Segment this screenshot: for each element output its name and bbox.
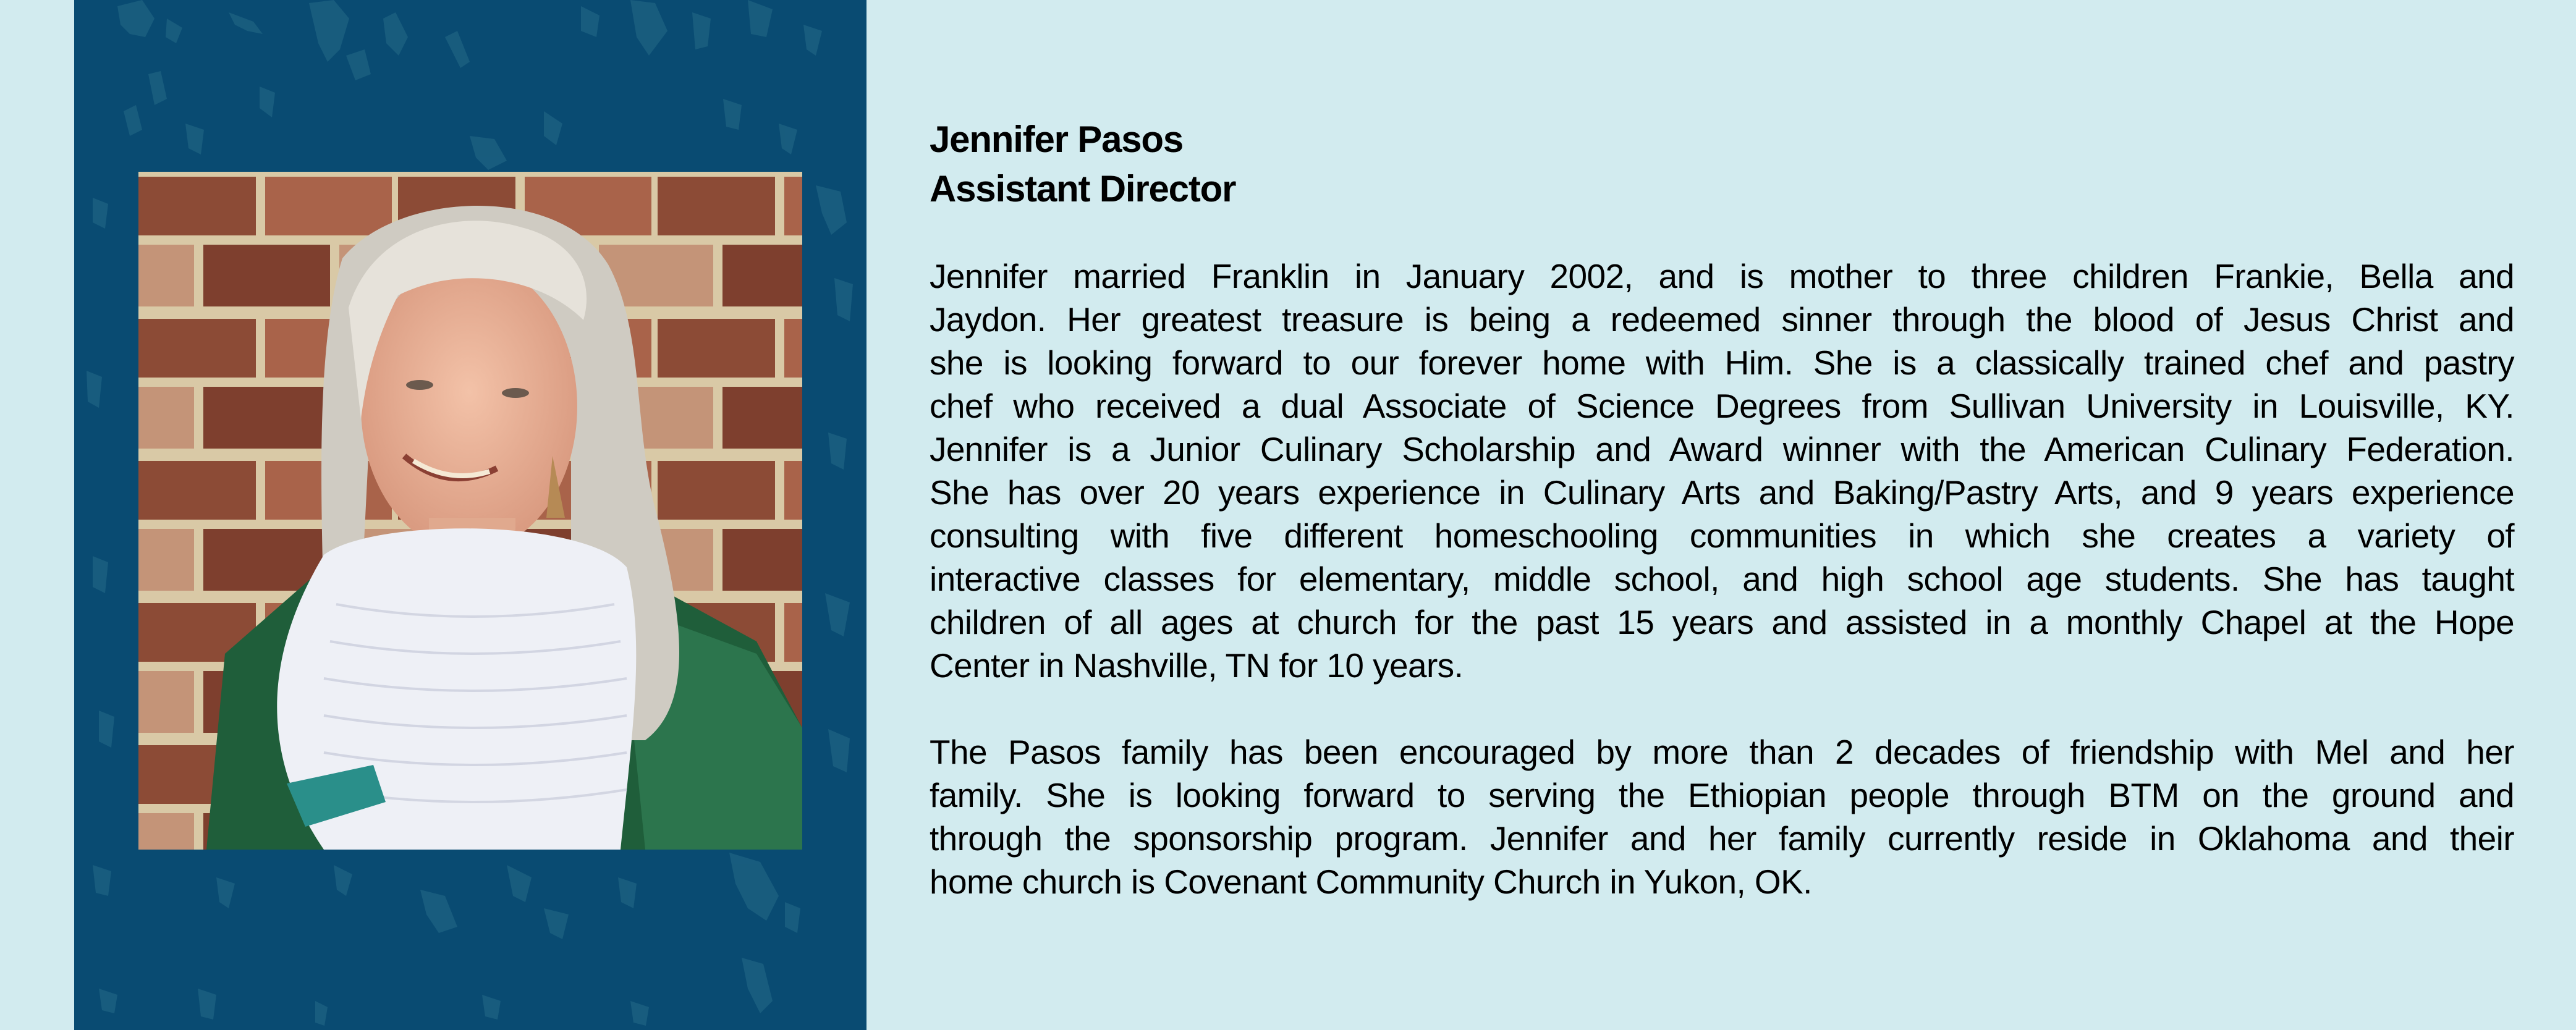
bio-line: Jennifer married Franklin in January 2002, and is mother to three children Frankie, Bella and <box>930 257 2514 295</box>
bio-line: family. She is looking forward to serving the Ethiopian people through BTM on the ground and <box>930 776 2514 814</box>
portrait-photo <box>138 172 802 850</box>
bio-line: home church is Covenant Community Church in Yukon, OK. <box>930 863 1812 901</box>
bio-line: through the sponsorship program. Jennifer and her family currently reside in Oklahoma and their <box>930 819 2514 858</box>
person-name: Jennifer Pasos <box>930 119 1184 160</box>
bio-paragraph-1 <box>930 255 2514 687</box>
bio-line: consulting with five different homeschooling communities in which she creates a variety of <box>930 517 2514 555</box>
bio-line: Jaydon. Her greatest treasure is being a redeemed sinner through the blood of Jesus Christ and <box>930 300 2514 339</box>
bio-line: Jennifer is a Junior Culinary Scholarship and Award winner with the American Culinary Federation. <box>930 430 2514 468</box>
bio-paragraph-2 <box>930 730 2514 903</box>
portrait-photo-icon <box>138 172 802 850</box>
photo-panel <box>74 0 866 1030</box>
person-title: Assistant Director <box>930 168 1236 209</box>
bio-line: chef who received a dual Associate of Science Degrees from Sullivan University in Louisville, KY. <box>930 387 2514 425</box>
bio-line: She has over 20 years experience in Culinary Arts and Baking/Pastry Arts, and 9 years experience <box>930 473 2514 512</box>
bio-line: she is looking forward to our forever home with Him. She is a classically trained chef and pastry <box>930 344 2514 382</box>
bio-line: interactive classes for elementary, middle school, and high school age students. She has taught <box>930 560 2514 598</box>
bio-line: children of all ages at church for the past 15 years and assisted in a monthly Chapel at the Hope <box>930 603 2514 641</box>
bio-line: Center in Nashville, TN for 10 years. <box>930 646 1464 685</box>
bio-line: The Pasos family has been encouraged by more than 2 decades of friendship with Mel and her <box>930 733 2514 771</box>
